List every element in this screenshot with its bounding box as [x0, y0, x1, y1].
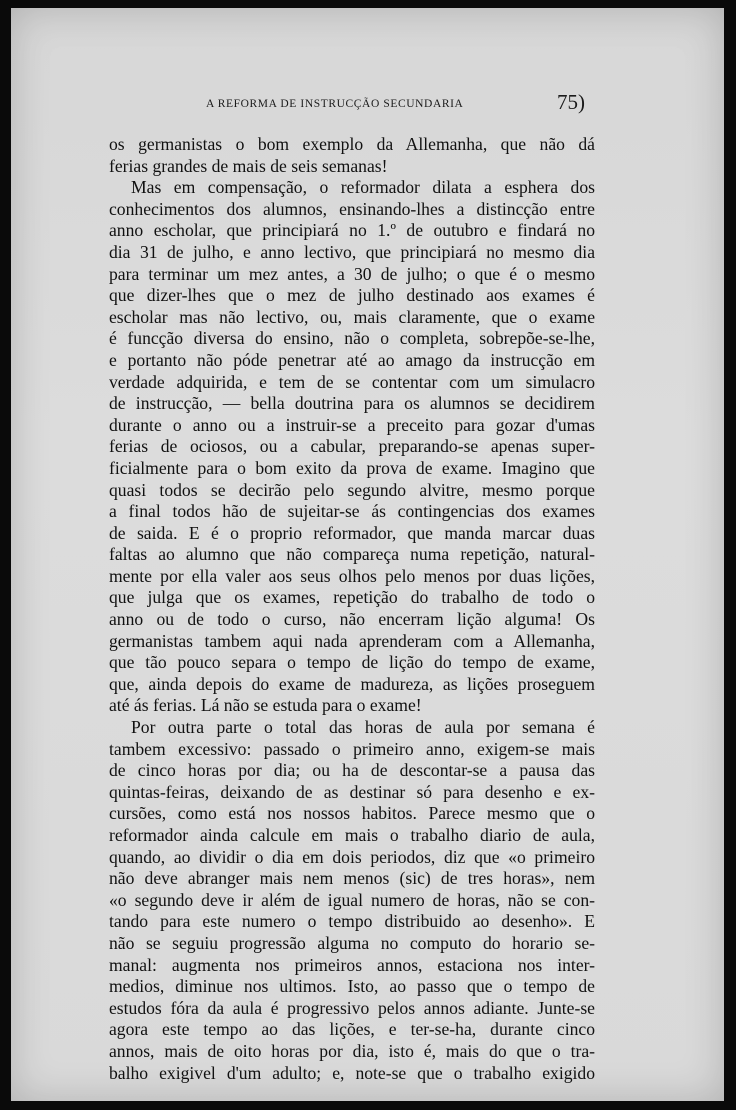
text-line: estudos fóra da aula é progressivo pelos annos adiante. Junte-se: [109, 997, 595, 1018]
text-line: não se seguiu progressão alguma no computo do horario se-: [109, 932, 595, 953]
text-line: Mas em compensação, o reformador dilata a esphera dos: [131, 177, 595, 198]
text-line: os germanistas o bom exemplo da Allemanha, que não dá: [109, 134, 595, 154]
text-line: quando, ao dividir o dia em dois periodos, diz que «o primeiro: [109, 846, 595, 867]
text-line: dia 31 de julho, e anno lectivo, que principiará no mesmo dia: [109, 241, 595, 262]
text-line: agora este tempo ao das lições, e ter-se-ha, durante cinco: [109, 1019, 595, 1040]
text-line: quintas-feiras, deixando de as destinar só para desenho e ex-: [109, 781, 595, 802]
text-line: Por outra parte o total das horas de aula por semana é: [131, 717, 595, 738]
text-line: medios, diminue nos ultimos. Isto, ao passo que o tempo de: [109, 976, 595, 997]
text-line: conhecimentos dos alumnos, ensinando-lhes a distincção entre: [109, 198, 595, 219]
text-line: que tão pouco separa o tempo de lição do tempo de exame,: [109, 652, 595, 673]
text-line: para terminar um mez antes, a 30 de julho; o que é o mesmo: [109, 263, 595, 284]
text-line: germanistas tambem aqui nada aprenderam com a Allemanha,: [109, 630, 595, 651]
book-page: [11, 8, 724, 1101]
text-line: verdade adquirida, e tem de se contentar com um simulacro: [109, 371, 595, 392]
text-line: tambem excessivo: passado o primeiro anno, exigem-se mais: [109, 738, 595, 759]
text-line: balho exigivel d'um adulto; e, note-se que o trabalho exigido: [109, 1062, 595, 1083]
text-line: quasi todos se decirão pelo segundo alvitre, mesmo porque: [109, 479, 595, 500]
text-line: e portanto não póde penetrar até ao amago da instrucção em: [109, 349, 595, 370]
text-line: anno ou de todo o curso, não encerram lição alguma! Os: [109, 609, 595, 630]
text-line: tando para este numero o tempo distribuido ao desenho». E: [109, 911, 595, 932]
text-line: que dizer-lhes que o mez de julho destinado aos exames é: [109, 285, 595, 306]
text-line: que, ainda depois do exame de madureza, as lições proseguem: [109, 673, 595, 694]
text-line: ferias grandes de mais de seis semanas!: [109, 155, 388, 176]
text-line: é funcção diversa do ensino, não o completa, sobrepõe-se-lhe,: [109, 328, 595, 349]
text-line: annos, mais de oito horas por dia, isto é, mais do que o tra-: [109, 1040, 595, 1061]
text-line: durante o anno ou a instruir-se a preceito para gozar d'umas: [109, 414, 595, 435]
text-line: até ás ferias. Lá não se estuda para o exame!: [109, 695, 422, 716]
text-line: ficialmente para o bom exito da prova de exame. Imagino que: [109, 457, 595, 478]
text-line: mente por ella valer aos seus olhos pelo menos por duas lições,: [109, 565, 595, 586]
text-line: de saida. E é o proprio reformador, que manda marcar duas: [109, 522, 595, 543]
text-line: anno escholar, que principiará no 1.º de outubro e findará no: [109, 220, 595, 241]
text-line: «o segundo deve ir além de igual numero de horas, não se con-: [109, 889, 595, 910]
running-title: A REFORMA DE INSTRUCÇÃO SECUNDARIA: [206, 98, 464, 110]
page-header: [11, 90, 724, 117]
text-line: que julga que os exames, repetição do trabalho de todo o: [109, 587, 595, 608]
text-line: de instrucção, — bella doutrina para os alumnos se decidirem: [109, 393, 595, 414]
page-number: 75): [557, 90, 585, 114]
text-line: reformador ainda calcule em mais o trabalho diario de aula,: [109, 825, 595, 845]
text-line: não deve abranger mais nem menos (sic) de tres horas», nem: [109, 868, 595, 889]
text-line: manal: augmenta nos primeiros annos, estaciona nos inter-: [109, 954, 595, 975]
text-line: de cinco horas por dia; ou ha de descontar-se a pausa das: [109, 760, 595, 781]
text-line: cursões, como está nos nossos habitos. Parece mesmo que o: [109, 803, 595, 824]
text-line: faltas ao alumno que não compareça numa repetição, natural-: [109, 544, 595, 565]
text-line: ferias de ociosos, ou a cabular, preparando-se apenas super-: [109, 436, 595, 457]
text-line: a final todos hão de sujeitar-se ás contingencias dos exames: [109, 501, 595, 522]
text-line: escholar mas não lectivo, ou, mais claramente, que o exame: [109, 306, 595, 327]
body-text: [109, 134, 595, 1084]
